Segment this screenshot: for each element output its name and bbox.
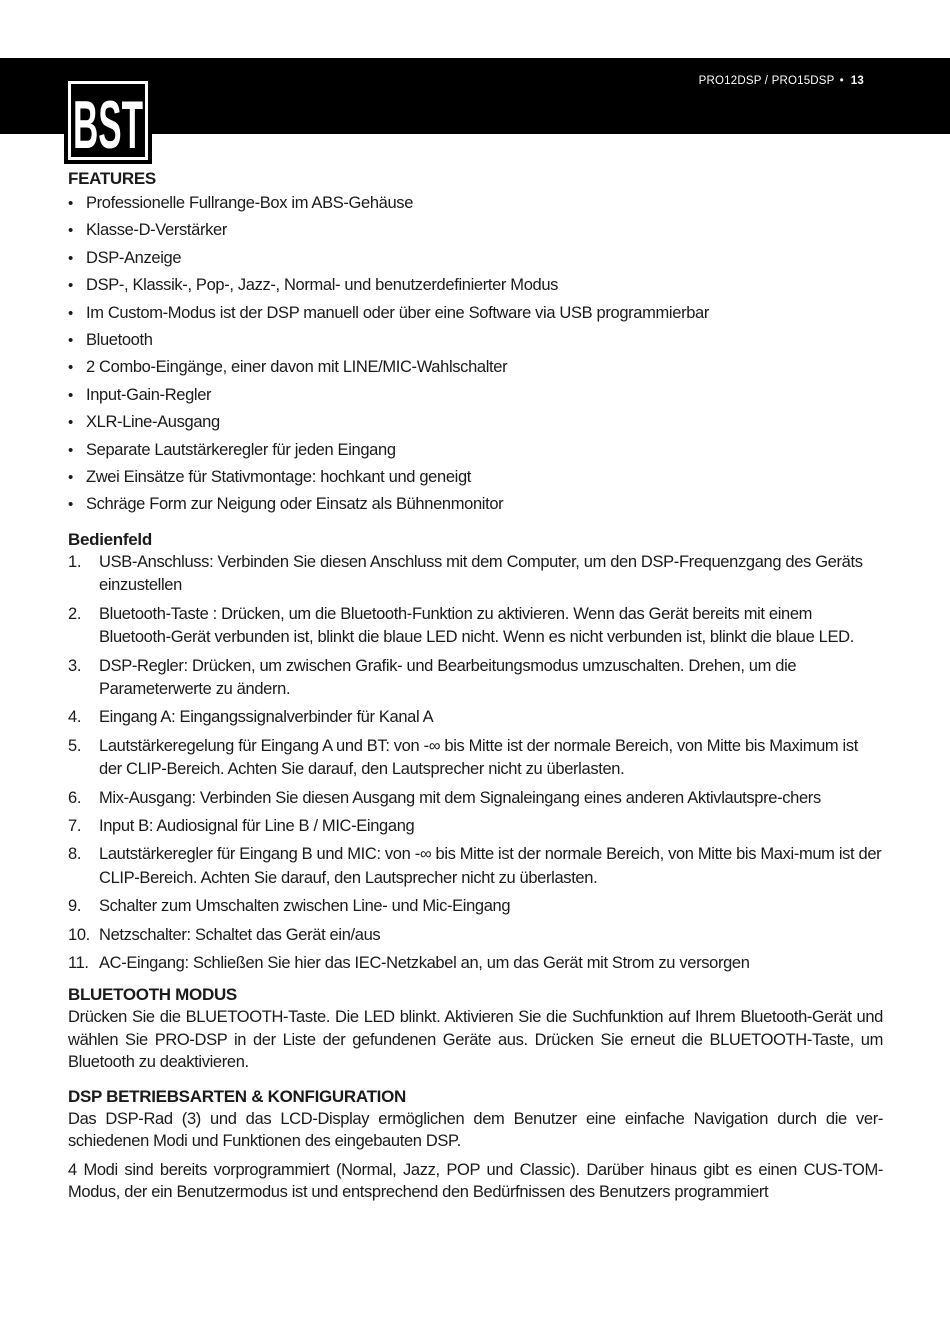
bst-logo <box>64 77 152 164</box>
features-list <box>68 190 883 519</box>
panel-item-text: DSP-Regler: Drücken, um zwischen Grafik- und Bearbeitungsmodus umzuschalten. Drehen, um die Parameterwerte zu ändern. <box>99 656 797 698</box>
page-content <box>68 168 883 1204</box>
feature-item <box>68 272 883 299</box>
feature-item <box>68 464 883 491</box>
feature-text: Bluetooth <box>86 331 153 350</box>
bullet-icon: • <box>68 441 73 459</box>
panel-item <box>68 603 883 650</box>
dsp-paragraph-2: 4 Modi sind bereits vorprogrammiert (Normal, Jazz, POP und Classic). Darüber hinaus gibt es einen CUS-TOM-Modus, der ein Benutzermodus ist und entsprechend den Bedürfnissen des Benutzers programmiert <box>68 1160 883 1202</box>
panel-item-text: Lautstärkeregler für Eingang B und MIC: von -∞ bis Mitte ist der normale Bereich, von Mitte bis Maxi-mum ist der CLIP-Bereich. Achten Sie darauf, den Lautsprecher nicht zu überlasten. <box>99 845 882 887</box>
feature-item <box>68 437 883 464</box>
panel-item-text: Schalter zum Umschalten zwischen Line- und Mic-Eingang <box>99 897 511 916</box>
feature-item <box>68 245 883 272</box>
panel-heading: Bedienfeld <box>68 529 152 549</box>
feature-item <box>68 190 883 217</box>
feature-text: XLR-Line-Ausgang <box>86 413 220 432</box>
feature-text: Separate Lautstärkeregler für jeden Eingang <box>86 440 396 459</box>
panel-item <box>68 952 883 975</box>
panel-item-text: Lautstärkeregelung für Eingang A und BT: von -∞ bis Mitte ist der normale Bereich, von Mitte bis Maximum ist der CLIP-Bereich. Achten Sie darauf, den Lautsprecher nicht zu überlasten. <box>99 736 858 779</box>
bluetooth-heading: BLUETOOTH MODUS <box>68 985 237 1005</box>
panel-item <box>68 924 883 947</box>
feature-text: Professionelle Fullrange-Box im ABS-Gehäuse <box>86 194 414 212</box>
bullet-icon: • <box>68 496 73 514</box>
panel-list <box>68 551 883 976</box>
panel-item-number: 9. <box>68 897 82 916</box>
panel-item-number: 5. <box>68 736 82 755</box>
feature-text: 2 Combo-Eingänge, einer davon mit LINE/MIC-Wahlschalter <box>86 358 508 377</box>
bullet-icon: • <box>68 469 73 487</box>
page-number: 13 <box>850 75 864 87</box>
feature-item <box>68 300 883 327</box>
bluetooth-paragraph: Drücken Sie die BLUETOOTH-Taste. Die LED blinkt. Aktivieren Sie die Suchfunktion auf Ihrem Bluetooth-Gerät und wählen Sie PRO-DSP in der Liste der gefundenen Geräte aus. Drücken Sie erneut die BLUETOOTH-Taste, um Bluetooth zu deaktivieren. <box>68 1008 883 1072</box>
feature-item <box>68 354 883 381</box>
feature-text: Zwei Einsätze für Stativmontage: hochkant und geneigt <box>86 468 472 487</box>
bullet-icon: • <box>68 277 73 295</box>
panel-item <box>68 815 883 838</box>
feature-text: Klasse-D-Verstärker <box>86 221 227 240</box>
dsp-heading: DSP BETRIEBSARTEN & KONFIGURATION <box>68 1086 406 1106</box>
bullet-icon: • <box>68 249 73 267</box>
dsp-paragraph-1: Das DSP-Rad (3) und das LCD-Display ermöglichen dem Benutzer eine einfache Navigation durch die ver-schiedenen Modi und Funktionen des eingebauten DSP. <box>68 1109 883 1151</box>
header-separator: • <box>839 75 844 87</box>
bullet-icon: • <box>68 359 73 377</box>
feature-text: Im Custom-Modus ist der DSP manuell oder über eine Software via USB programmierbar <box>86 303 710 322</box>
panel-item <box>68 706 883 729</box>
panel-item <box>68 735 883 782</box>
feature-item <box>68 491 883 518</box>
bullet-icon: • <box>68 332 73 350</box>
panel-item-text: Bluetooth-Taste : Drücken, um die Bluetooth-Funktion zu aktivieren. Wenn das Gerät bereits mit einem Bluetooth-Gerät verbunden ist, blinkt die blaue LED nicht. Wenn es nicht verbunden ist, blinkt die blaue LED. <box>99 604 854 647</box>
panel-item-number: 10. <box>68 925 90 944</box>
bullet-icon: • <box>68 414 73 432</box>
panel-item-text: USB-Anschluss: Verbinden Sie diesen Anschluss mit dem Computer, um den DSP-Frequenzgang des Geräts einzustellen <box>99 552 863 595</box>
panel-item-number: 6. <box>68 788 82 807</box>
bullet-icon: • <box>68 195 73 212</box>
feature-text: DSP-Anzeige <box>86 248 182 267</box>
bullet-icon: • <box>68 386 73 404</box>
panel-item-text: Input B: Audiosignal für Line B / MIC-Eingang <box>99 816 415 835</box>
panel-item <box>68 551 883 598</box>
panel-item-number: 2. <box>68 604 82 623</box>
bullet-icon: • <box>68 222 73 240</box>
panel-item-text: Netzschalter: Schaltet das Gerät ein/aus <box>99 925 381 944</box>
panel-item-number: 4. <box>68 708 82 727</box>
bullet-icon: • <box>68 304 73 322</box>
feature-text: Input-Gain-Regler <box>86 385 212 404</box>
page-header <box>699 75 864 87</box>
panel-item-text: Eingang A: Eingangssignalverbinder für Kanal A <box>99 708 434 727</box>
panel-item-number: 7. <box>68 816 82 835</box>
panel-item-number: 11. <box>68 953 89 972</box>
feature-text: DSP-, Klassik-, Pop-, Jazz-, Normal- und benutzerdefinierter Modus <box>86 276 559 295</box>
model-name: PRO12DSP / PRO15DSP <box>698 75 835 87</box>
panel-item-text: AC-Eingang: Schließen Sie hier das IEC-Netzkabel an, um das Gerät mit Strom zu versorgen <box>99 953 750 972</box>
feature-item <box>68 382 883 409</box>
features-heading: FEATURES <box>68 169 156 188</box>
feature-text: Schräge Form zur Neigung oder Einsatz als Bühnenmonitor <box>86 495 504 514</box>
panel-item <box>68 843 883 890</box>
panel-item-text: Mix-Ausgang: Verbinden Sie diesen Ausgang mit dem Signaleingang eines anderen Aktivlautspre-chers <box>99 788 821 807</box>
feature-item <box>68 217 883 244</box>
feature-item <box>68 409 883 436</box>
panel-item-number: 8. <box>68 845 82 864</box>
logo-text: BST <box>73 87 143 163</box>
panel-item-number: 3. <box>68 656 82 675</box>
panel-item-number: 1. <box>68 552 82 571</box>
panel-item <box>68 895 883 918</box>
panel-item <box>68 655 883 702</box>
feature-item <box>68 327 883 354</box>
panel-item <box>68 787 883 810</box>
